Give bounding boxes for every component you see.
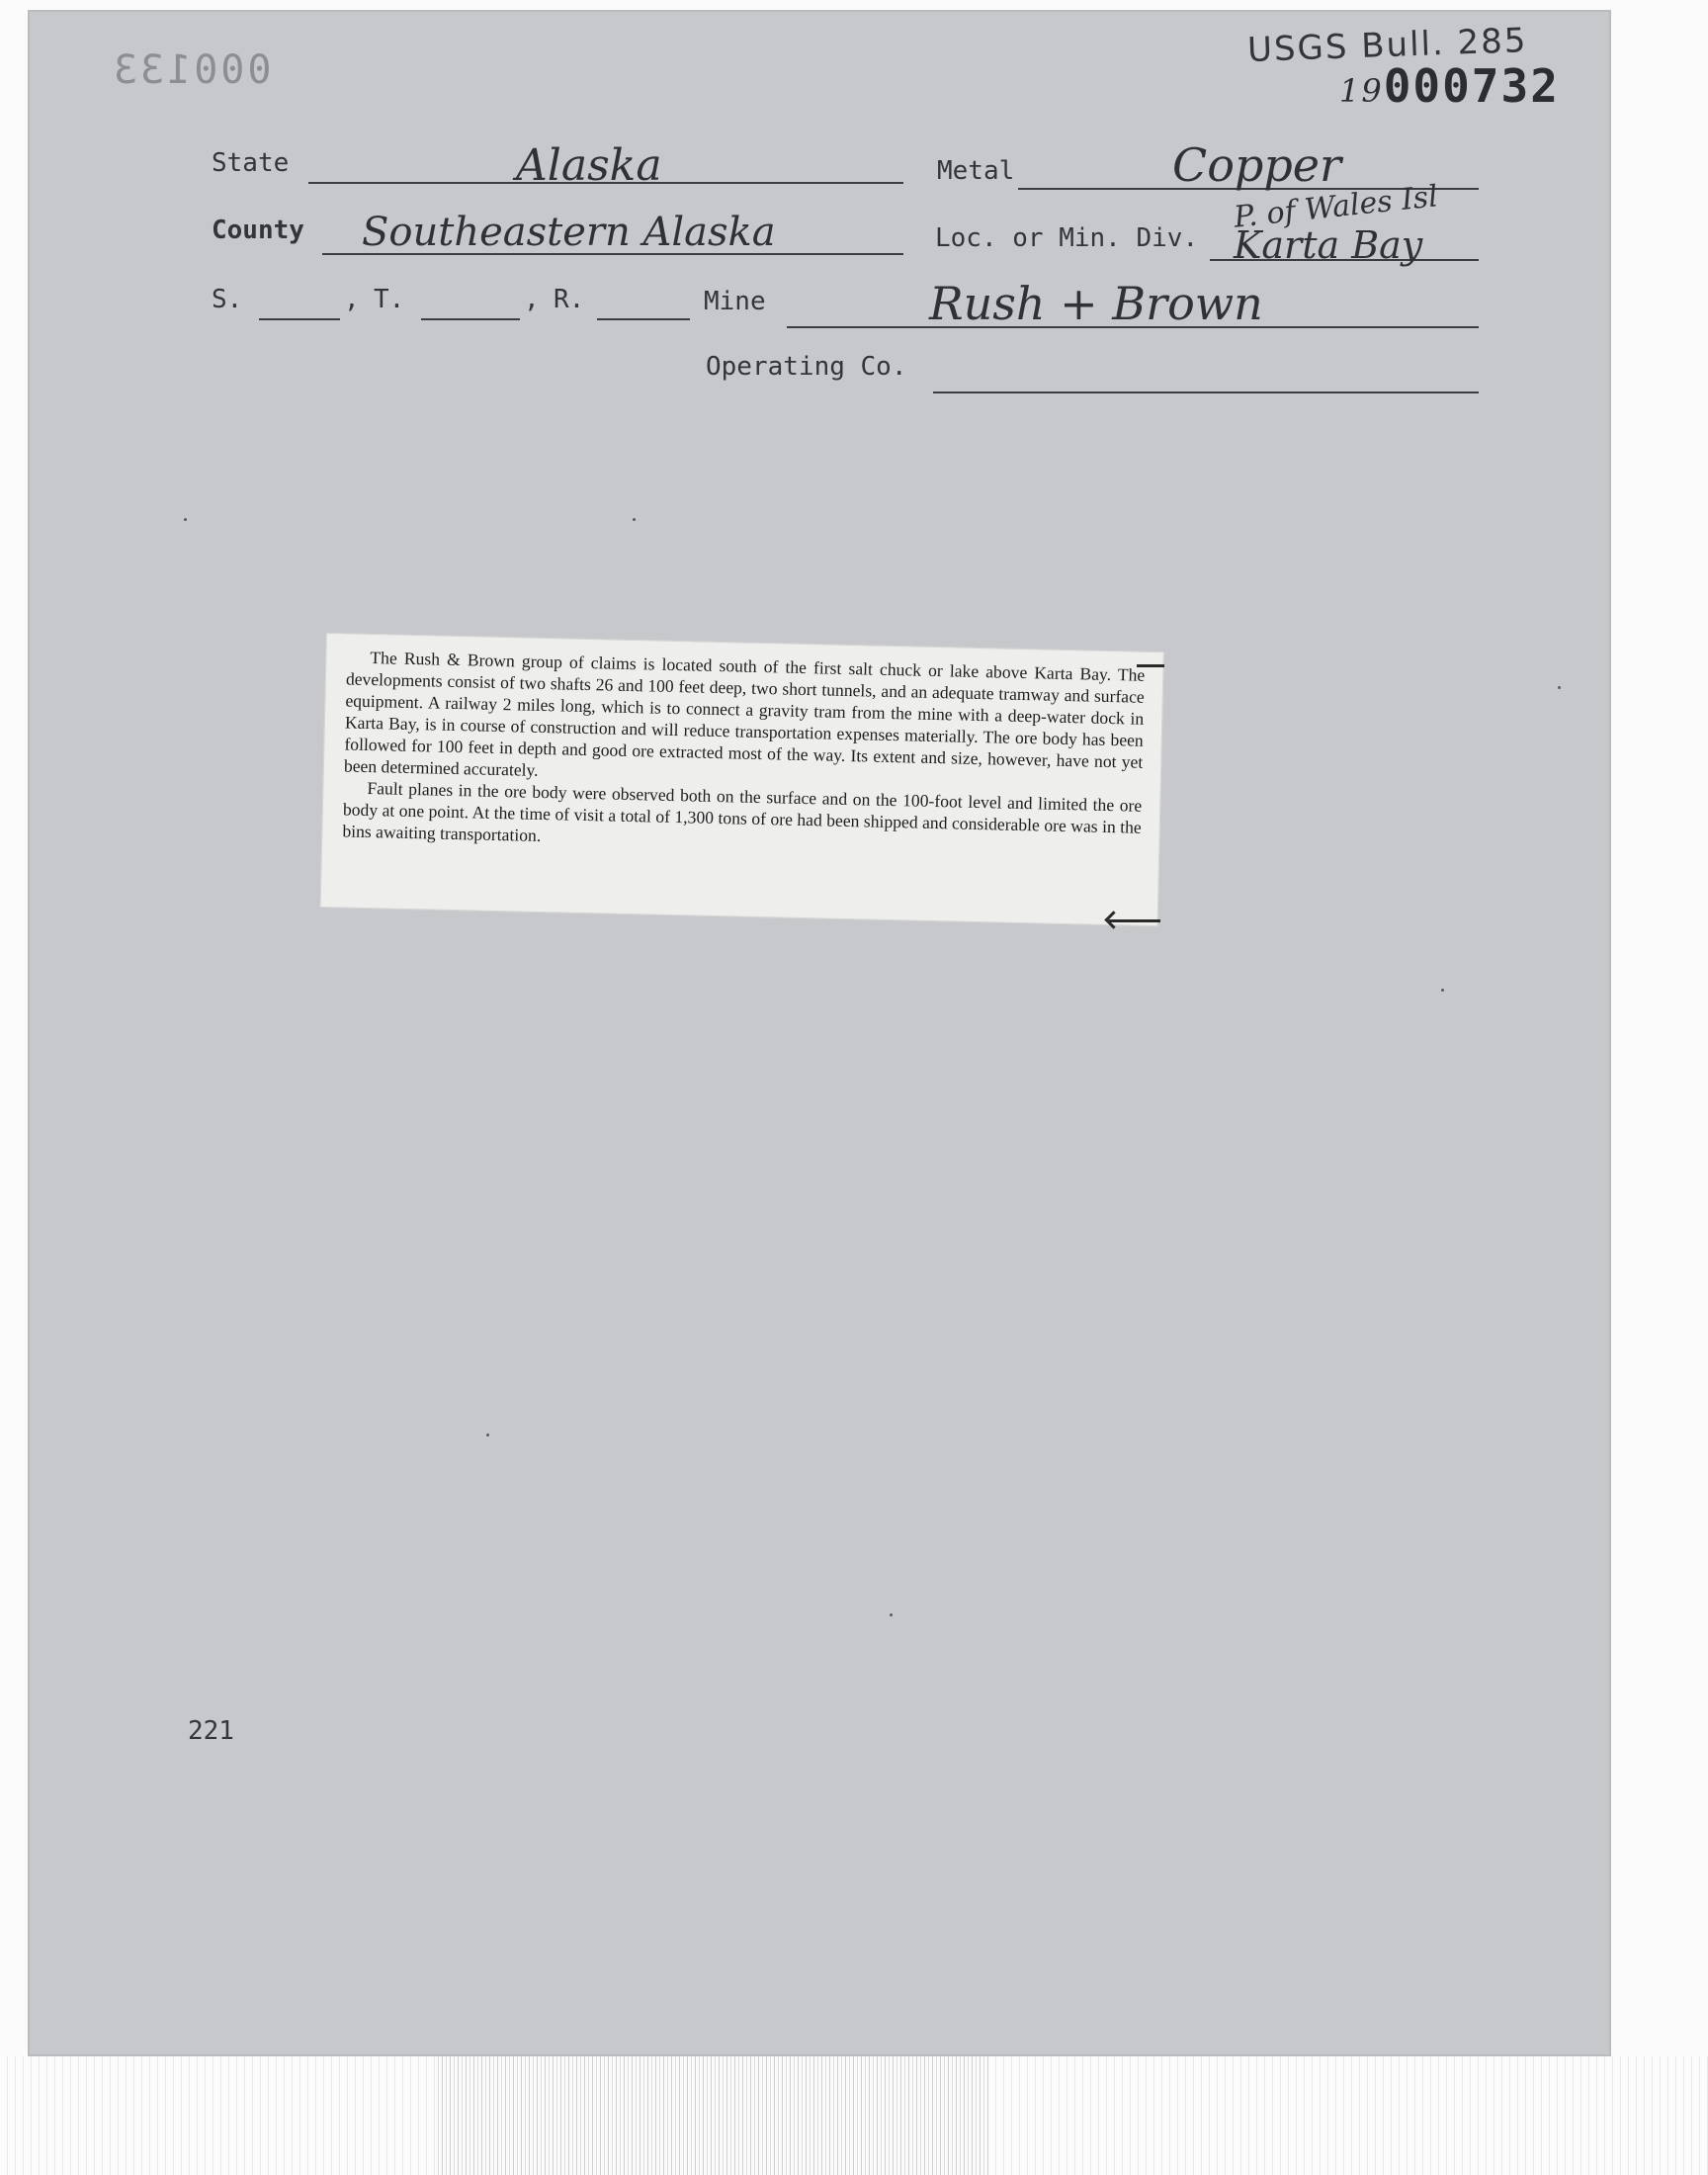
page-number: 221: [188, 1716, 234, 1746]
record-number-value: 000732: [1383, 59, 1560, 113]
state-value: Alaska: [516, 140, 662, 191]
operating-label: Operating Co.: [706, 352, 907, 382]
loc-value: Karta Bay: [1234, 223, 1423, 267]
metal-label: Metal: [937, 156, 1015, 186]
mine-value: Rush + Brown: [929, 277, 1263, 330]
loc-note: P. of Wales Isl: [1232, 179, 1440, 235]
scan-speck: [890, 1613, 893, 1616]
county-label: County: [212, 216, 304, 245]
record-number: [1339, 59, 1560, 113]
comma-2: ,: [524, 285, 540, 314]
section-blank: [259, 318, 340, 320]
comma-1: ,: [344, 285, 360, 314]
record-card: [28, 10, 1611, 2056]
source-note: USGS Bull. 285: [1246, 21, 1529, 70]
mine-label: Mine: [704, 287, 766, 316]
scan-speck: [486, 1434, 489, 1436]
scan-speck: [1441, 989, 1444, 992]
record-number-prefix: 19: [1339, 72, 1384, 110]
state-label: State: [212, 148, 290, 178]
scan-speck: [1558, 686, 1561, 689]
mirrored-stamp-number: 000133: [111, 47, 272, 93]
metal-value: Copper: [1172, 138, 1341, 192]
pasted-clipping: [320, 633, 1164, 926]
clipping-end-arrow: [1109, 919, 1160, 922]
range-label: R.: [554, 285, 585, 314]
range-blank: [597, 318, 690, 320]
clipping-paragraph-2: Fault planes in the ore body were observed both on the surface and on the 100-foot level and limited the ore body at one point. At the time of visit a total of 1,300 tons of ore had been shipped and considerable ore was in the bins awaiting transportation.: [342, 777, 1143, 845]
clipping-start-mark: [1137, 664, 1164, 667]
scan-speck: [184, 518, 187, 521]
scan-speck: [633, 518, 636, 521]
scan-streaks-dark: [435, 2056, 988, 2175]
township-label: T.: [374, 285, 405, 314]
section-label: S.: [212, 285, 243, 314]
township-blank: [421, 318, 520, 320]
clipping-paragraph-1: The Rush & Brown group of claims is located south of the first salt chuck or lake above Karta Bay. The developments consist of two shafts 26 and 100 feet deep, two short tunnels, and an adequate tramway and surface equipment. A railway 2 miles long, which is to connect a gravity tram from the mine with a deep-water dock in Karta Bay, is in course of construction and will reduce transportation expenses materially. The ore body has been followed for 100 feet in depth and good ore extracted most of the way. Its extent and size, however, have not yet been determined accurately.: [343, 648, 1146, 780]
loc-label: Loc. or Min. Div.: [935, 223, 1199, 253]
county-value: Southeastern Alaska: [362, 210, 776, 255]
operating-underline: [933, 392, 1479, 393]
